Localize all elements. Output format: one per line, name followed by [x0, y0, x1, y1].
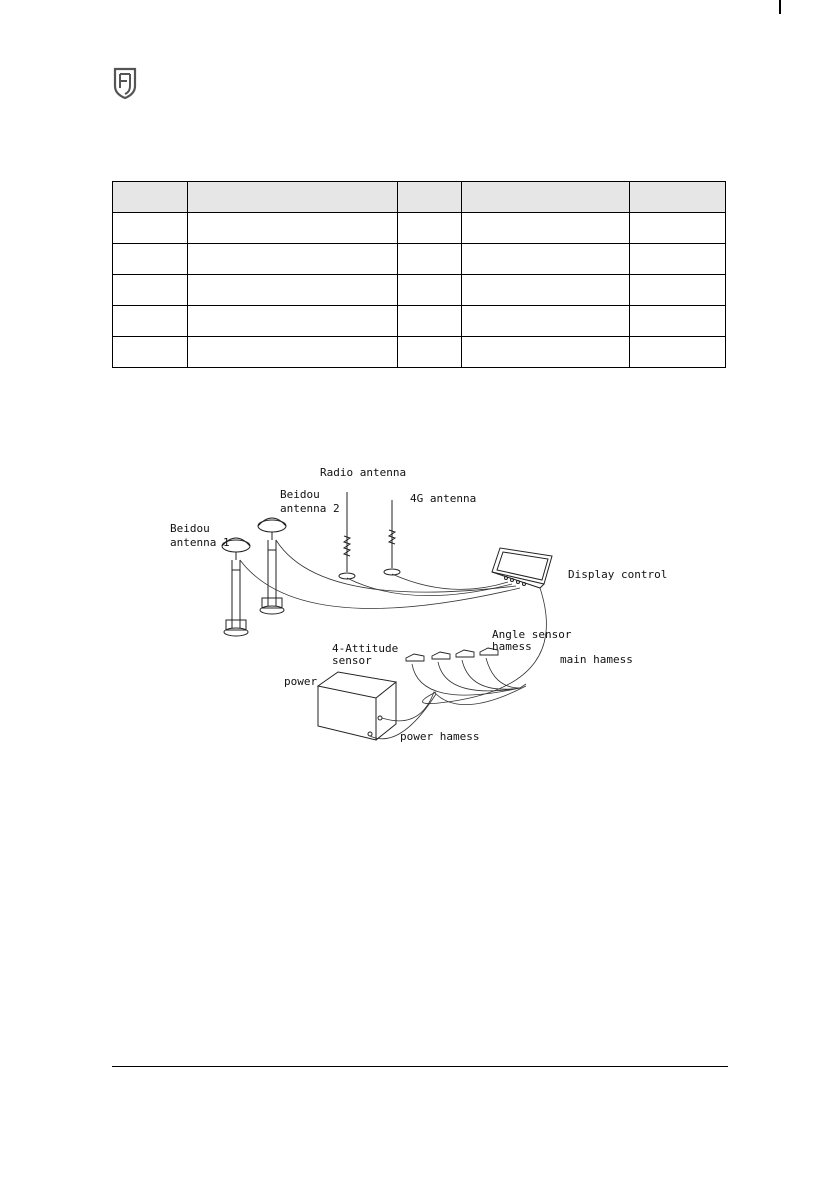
- table-cell: [398, 337, 462, 368]
- table-cell: [188, 337, 398, 368]
- page-corner-mark: [770, 0, 790, 20]
- table-cell: [398, 244, 462, 275]
- label-power: power: [284, 675, 318, 688]
- label-display-control: Display control: [568, 568, 668, 581]
- table-cell: [630, 275, 726, 306]
- angle-sensor-harness: [412, 658, 526, 695]
- table-row: [113, 306, 726, 337]
- label-power-harness: power hamess: [400, 730, 480, 743]
- table-row: [113, 337, 726, 368]
- table-cell: [398, 213, 462, 244]
- table-cell: [398, 306, 462, 337]
- table-row: [113, 213, 726, 244]
- label-beidou-antenna-1-line2: antenna 1: [170, 536, 230, 549]
- table-cell: [398, 275, 462, 306]
- table-header-cell: [113, 182, 188, 213]
- table-cell: [630, 213, 726, 244]
- table-cell: [113, 244, 188, 275]
- label-beidou-antenna-1-line1: Beidou: [170, 522, 210, 535]
- table-cell: [113, 337, 188, 368]
- table-header-cell: [188, 182, 398, 213]
- wiring-diagram: [160, 460, 668, 750]
- display-control-icon: [492, 548, 552, 588]
- label-attitude-sensor-line2: sensor: [332, 654, 372, 667]
- table-cell: [462, 213, 630, 244]
- table-cell: [462, 275, 630, 306]
- label-radio-antenna: Radio antenna: [320, 466, 407, 479]
- table-cell: [630, 244, 726, 275]
- company-logo-icon: [112, 66, 138, 100]
- table-row: [113, 244, 726, 275]
- table-cell: [188, 244, 398, 275]
- power-box-icon: [318, 672, 396, 740]
- label-4g-antenna: 4G antenna: [410, 492, 477, 505]
- label-beidou-antenna-2-line1: Beidou: [280, 488, 320, 501]
- label-beidou-antenna-2-line2: antenna 2: [280, 502, 340, 515]
- table-header-cell: [462, 182, 630, 213]
- table-cell: [462, 306, 630, 337]
- table-cell: [113, 275, 188, 306]
- footer-divider: [112, 1066, 728, 1067]
- radio-antenna-icon: [339, 492, 355, 579]
- label-angle-sensor-harness-line2: hamess: [492, 640, 532, 653]
- label-main-harness: main hamess: [560, 653, 633, 666]
- table-header-cell: [398, 182, 462, 213]
- table-cell: [630, 306, 726, 337]
- spec-table: [112, 181, 726, 368]
- table-header-row: [113, 182, 726, 213]
- beidou-antenna-1-icon: [222, 538, 250, 636]
- table-cell: [113, 306, 188, 337]
- table-cell: [630, 337, 726, 368]
- label-angle-sensor-harness-line1: Angle sensor: [492, 628, 572, 641]
- table-cell: [113, 213, 188, 244]
- table-cell: [188, 306, 398, 337]
- table-cell: [462, 244, 630, 275]
- table-cell: [462, 337, 630, 368]
- table-cell: [188, 275, 398, 306]
- label-attitude-sensor-line1: 4-Attitude: [332, 642, 399, 655]
- angle-sensor-icons: [406, 648, 498, 661]
- 4g-antenna-icon: [384, 500, 400, 575]
- table-cell: [188, 213, 398, 244]
- table-header-cell: [630, 182, 726, 213]
- beidou-antenna-2-icon: [258, 518, 286, 614]
- table-row: [113, 275, 726, 306]
